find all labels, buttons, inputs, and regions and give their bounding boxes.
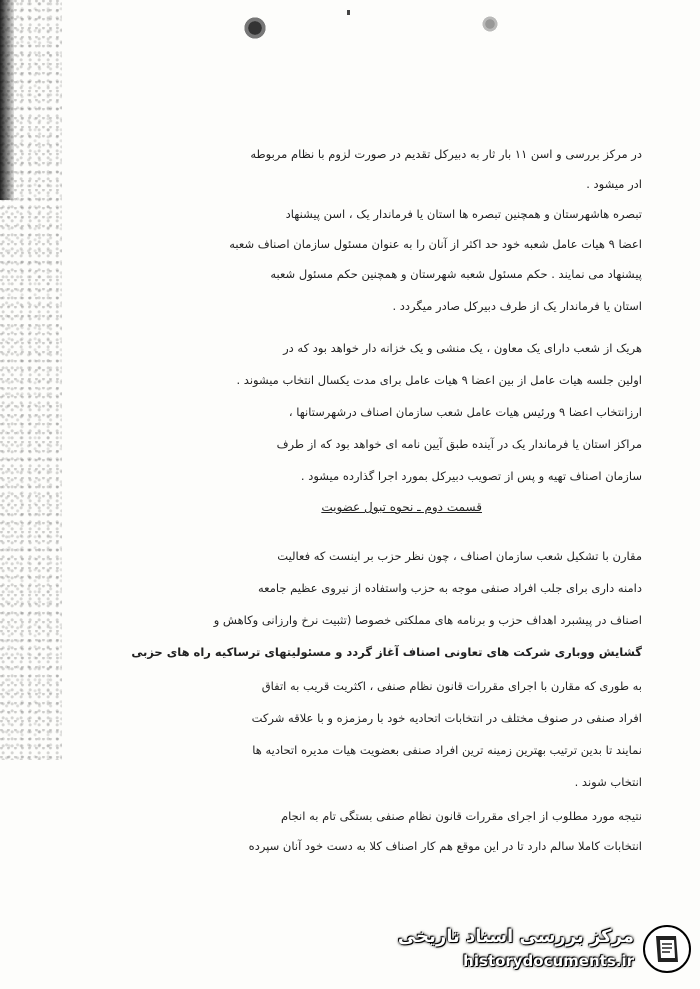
paragraph-line: انتخابات کاملا سالم دارد تا در این موقع هم کار اصناف کلا به دست خود آنان سپرده [248,839,642,853]
paragraph-line: تبصره هاشهرستان و همچنین تبصره ها استان یا فرماندار یک ، اسن پیشنهاد [285,207,642,221]
paragraph-line: نمایند تا بدین ترتیب بهترین زمینه ترین افراد صنفی بعضویت هیات مدیره اتحادیه ها [252,743,642,757]
paragraph-line: انتخاب شوند . [574,775,642,789]
paragraph-line: نتیجه مورد مطلوب از اجرای مقررات قانون نظام صنفی بستگی تام به انجام [280,809,642,823]
paragraph-line: گشایش ووباری شرکت های تعاونی اصناف آغاز گردد و مسئولیتهای ترساکیه راه های حزبی [131,645,642,659]
watermark-title: مرکز بررسی اسناد تاریخی [397,926,634,947]
section-heading: قسمت دوم ـ نحوه تبول عضویت [321,500,482,514]
paragraph-line: افراد صنفی در صنوف مختلف در انتخابات اتحادیه خود با رمزمزه و با علاقه شرکت [251,711,642,725]
paragraph-line: اعضا ۹ هیات عامل شعبه خود حد اکثر از آنان را به عنوان مسئول سازمان اصناف شعبه [229,237,642,251]
punch-mark [347,10,350,15]
paragraph-line: پیشنهاد می نمایند . حکم مسئول شعبه شهرستان و همچنین حکم مسئول شعبه [270,267,642,281]
paragraph-line: ارزانتخاب اعضا ۹ ورئیس هیات عامل شعب سازمان اصناف درشهرستانها ، [288,405,642,419]
watermark [392,922,692,978]
paragraph-line: در مرکز بررسی و اسن ۱۱ بار ثار به دبیرکل تقدیم در صورت لزوم با نظام مربوطه [250,147,642,161]
paragraph-line: اولین جلسه هیات عامل از بین اعضا ۹ هیات عامل برای مدت یکسال انتخاب میشوند . [236,373,642,387]
paragraph-line: به طوری که مقارن با اجرای مقررات قانون نظام صنفی ، اکثریت قریب به اتفاق [261,679,642,693]
stamp-icon [242,14,268,42]
scan-noise [0,0,62,760]
paragraph-line: اصناف در پیشبرد اهداف حزب و برنامه های مملکتی خصوصا (تثبیت نرخ وارزانی وکاهش و [213,613,642,627]
paragraph-line: مقارن با تشکیل شعب سازمان اصناف ، چون نظر حزب بر اینست که فعالیت [277,549,642,563]
paragraph-line: استان یا فرماندار یک از طرف دبیرکل صادر میگردد . [392,299,642,313]
paragraph-line: ادر میشود . [586,177,642,191]
paragraph-line: مراکز استان یا فرماندار یک در آینده طبق آیین نامه ای خواهد بود که از طرف [276,437,642,451]
paragraph-line: سازمان اصناف تهیه و پس از تصویب دبیرکل بمورد اجرا گذارده میشود . [300,469,642,483]
watermark-url[interactable]: historydocuments.ir [463,952,634,970]
paragraph-line: دامنه داری برای جلب افراد صنفی موجه به حزب واستفاده از نیروی عظیم جامعه [257,581,642,595]
faded-stamp-icon [481,14,499,34]
paragraph-line: هریک از شعب دارای یک معاون ، یک منشی و یک خزانه دار خواهد بود که در [283,341,642,355]
archive-logo-icon [642,924,692,974]
